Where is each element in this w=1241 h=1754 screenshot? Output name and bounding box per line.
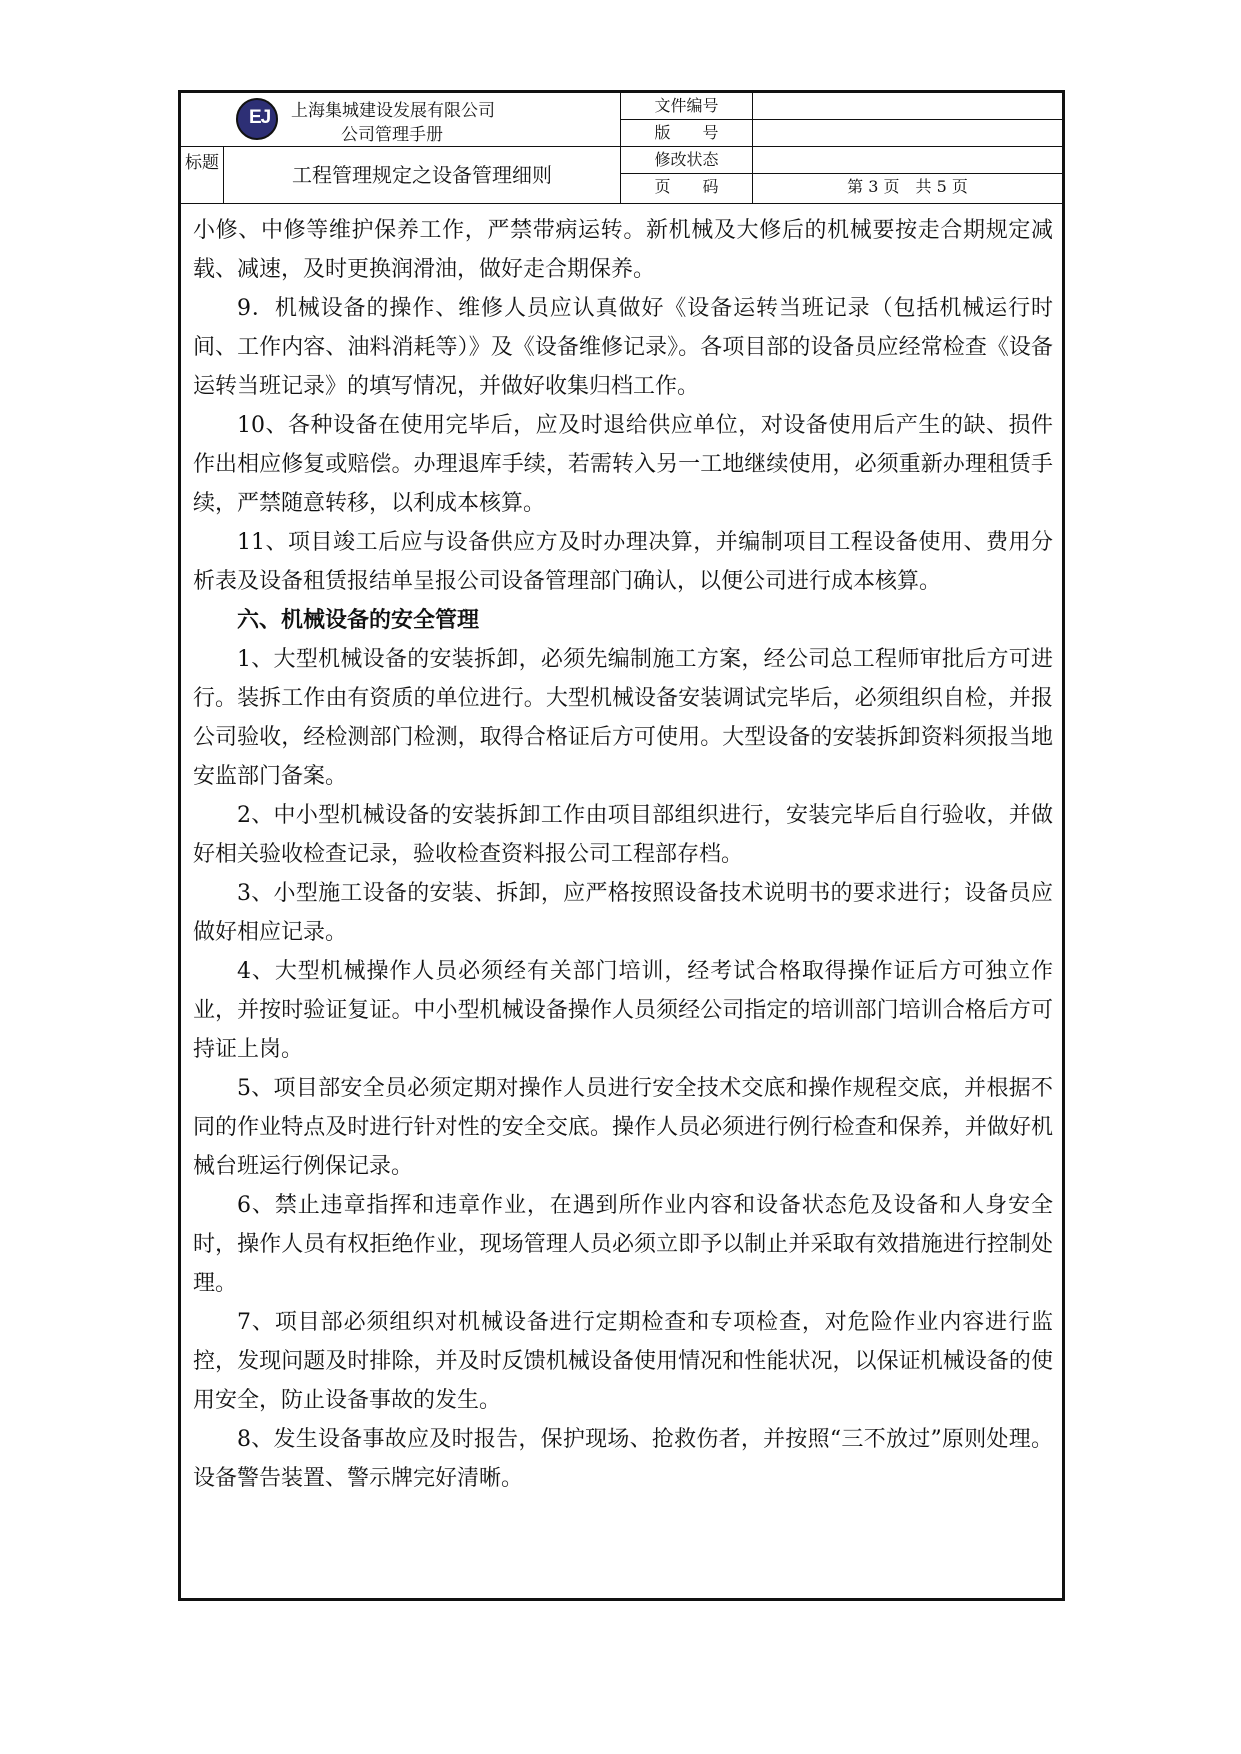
list-item: 3、小型施工设备的安装、拆卸，应严格按照设备技术说明书的要求进行；设备员应做好相应记录。	[193, 881, 1053, 945]
document-body	[193, 211, 1053, 1498]
list-item: 2、中小型机械设备的安装拆卸工作由项目部组织进行，安装完毕后自行验收，并做好相关验收检查记录，验收检查资料报公司工程部存档。	[193, 803, 1053, 867]
title-label: 标题	[181, 147, 224, 203]
list-item: 6、禁止违章指挥和违章作业，在遇到所作业内容和设备状态危及设备和人身安全时，操作人员有权拒绝作业，现场管理人员必须立即予以制止并采取有效措施进行控制处理。	[193, 1193, 1053, 1296]
header-divider	[181, 203, 1062, 204]
company-logo	[236, 98, 278, 140]
header-table	[181, 93, 1062, 203]
section-heading: 六、机械设备的安全管理	[237, 608, 480, 633]
field-key: 文件编号	[621, 93, 753, 119]
paragraph: 11、项目竣工后应与设备供应方及时办理决算，并编制项目工程设备使用、费用分析表及设备租赁报结单呈报公司设备管理部门确认，以便公司进行成本核算。	[193, 530, 1053, 594]
field-row-page	[621, 174, 1062, 203]
field-key: 页 码	[621, 174, 753, 203]
page-number: 第 3 页 共 5 页	[847, 177, 968, 196]
paragraph: 小修、中修等维护保养工作，严禁带病运转。新机械及大修后的机械要按走合期规定减载、减速，及时更换润滑油，做好走合期保养。	[193, 218, 1053, 282]
field-row-file-number	[621, 93, 1062, 120]
document-frame	[178, 90, 1065, 1601]
manual-name: 公司管理手册	[341, 125, 443, 145]
list-item: 5、项目部安全员必须定期对操作人员进行安全技术交底和操作规程交底，并根据不同的作业特点及时进行针对性的安全交底。操作人员必须进行例行检查和保养，并做好机械台班运行例保记录。	[193, 1076, 1053, 1179]
document-title: 工程管理规定之设备管理细则	[224, 147, 621, 203]
paragraph: 10、各种设备在使用完毕后，应及时退给供应单位，对设备使用后产生的缺、损件作出相应修复或赔偿。办理退库手续，若需转入另一工地继续使用，必须重新办理租赁手续，严禁随意转移，以利成本核算。	[193, 413, 1053, 516]
list-item: 4、大型机械操作人员必须经有关部门培训，经考试合格取得操作证后方可独立作业，并按时验证复证。中小型机械设备操作人员须经公司指定的培训部门培训合格后方可持证上岗。	[193, 959, 1053, 1062]
list-item: 8、发生设备事故应及时报告，保护现场、抢救伤者，并按照“三不放过”原则处理。设备警告装置、警示牌完好清晰。	[193, 1427, 1053, 1491]
field-value	[753, 93, 1062, 119]
field-key: 版 号	[621, 120, 753, 146]
field-row-revision	[621, 147, 1062, 174]
field-row-version	[621, 120, 1062, 147]
field-value	[753, 147, 1062, 173]
company-name: 上海集城建设发展有限公司	[291, 101, 495, 121]
list-item: 7、项目部必须组织对机械设备进行定期检查和专项检查，对危险作业内容进行监控，发现问题及时排除，并及时反馈机械设备使用情况和性能状况，以保证机械设备的使用安全，防止设备事故的发生。	[193, 1310, 1053, 1413]
paragraph: 9．机械设备的操作、维修人员应认真做好《设备运转当班记录（包括机械运行时间、工作内容、油料消耗等）》及《设备维修记录》。各项目部的设备员应经常检查《设备运转当班记录》的填写情况，并做好收集归档工作。	[193, 296, 1053, 399]
field-value	[753, 120, 1062, 146]
field-key: 修改状态	[621, 147, 753, 173]
logo-mark: EJ	[249, 107, 271, 128]
list-item: 1、大型机械设备的安装拆卸，必须先编制施工方案，经公司总工程师审批后方可进行。装拆工作由有资质的单位进行。大型机械设备安装调试完毕后，必须组织自检，并报公司验收，经检测部门检测，取得合格证后方可使用。大型设备的安装拆卸资料须报当地安监部门备案。	[193, 647, 1053, 789]
logo-cell	[181, 93, 621, 147]
